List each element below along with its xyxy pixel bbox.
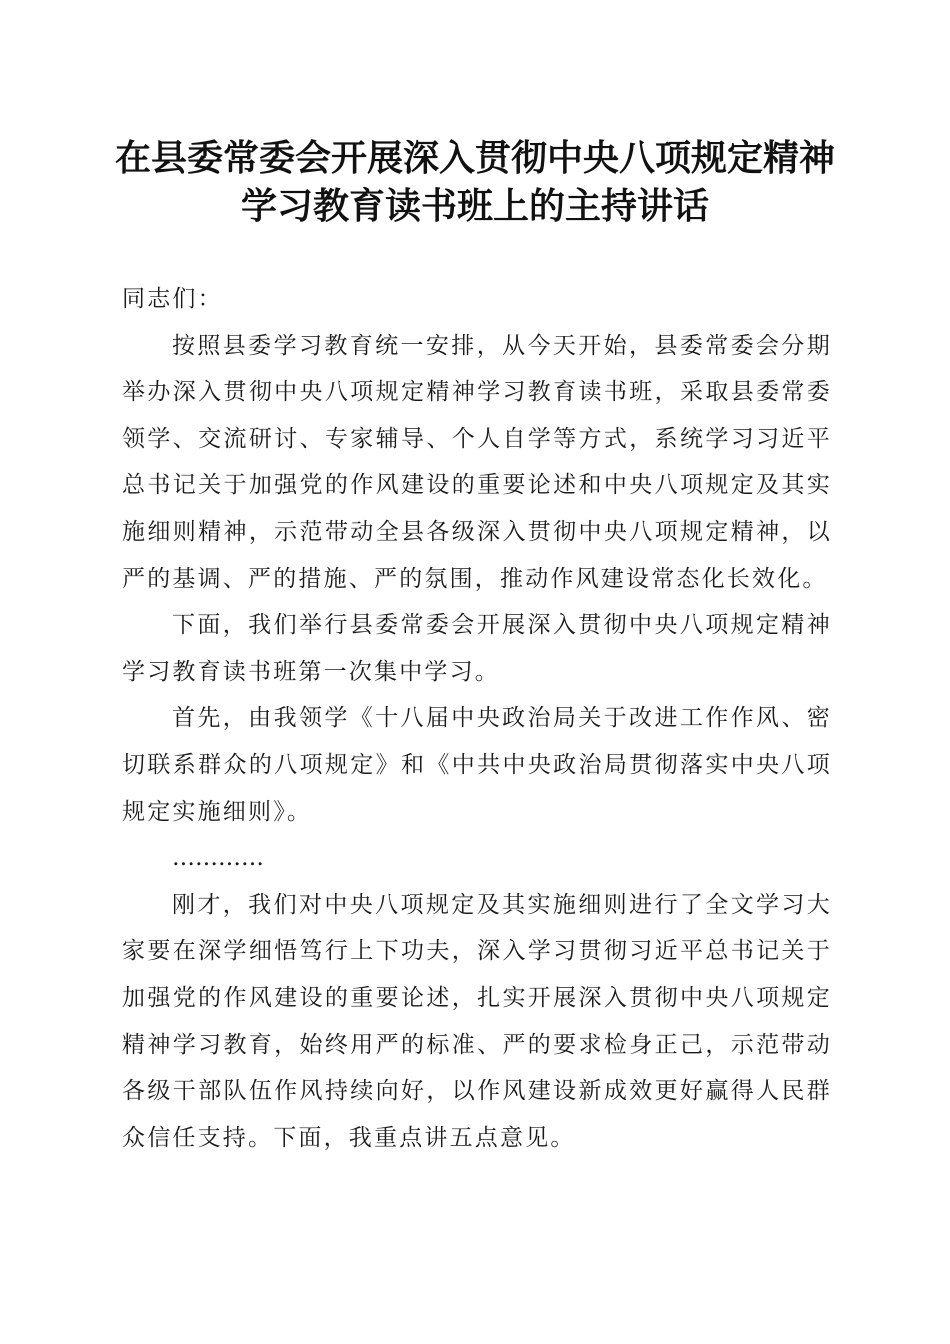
document-title-line-1: 在县委常委会开展深入贯彻中央八项规定精神 [114, 137, 835, 179]
paragraph-4: 刚才，我们对中央八项规定及其实施细则进行了全文学习大家要在深学细悟笃行上下功夫，深入学习贯彻习近平总书记关于加强党的作风建设的重要论述，扎实开展深入贯彻中央八项规定精神学习教育，始终用严的标准、严的要求检身正己，示范带动各级干部队伍作风持续向好，以作风建设新成效更好赢得人民群众信任支持。下面，我重点讲五点意见。 [122, 891, 832, 1151]
paragraph-2: 下面，我们举行县委常委会开展深入贯彻中央八项规定精神学习教育读书班第一次集中学习。 [122, 612, 832, 685]
document-body [122, 276, 832, 1161]
paragraph-1: 按照县委学习教育统一安排，从今天开始，县委常委会分期举办深入贯彻中央八项规定精神学习教育读书班，采取县委常委领学、交流研讨、专家辅导、个人自学等方式，系统学习习近平总书记关于加强党的作风建设的重要论述和中央八项规定及其实施细则精神，示范带动全县各级深入贯彻中央八项规定精神，以严的基调、严的措施、严的氛围，推动作风建设常态化长效化。 [122, 332, 832, 592]
paragraph-3: 首先，由我领学《十八届中央政治局关于改进工作作风、密切联系群众的八项规定》和《中共中央政治局贯彻落实中央八项规定实施细则》。 [122, 705, 832, 825]
salutation: 同志们： [122, 286, 223, 312]
document-title-line-2: 学习教育读书班上的主持讲话 [240, 185, 709, 227]
ellipsis-separator: ………… [172, 845, 264, 872]
